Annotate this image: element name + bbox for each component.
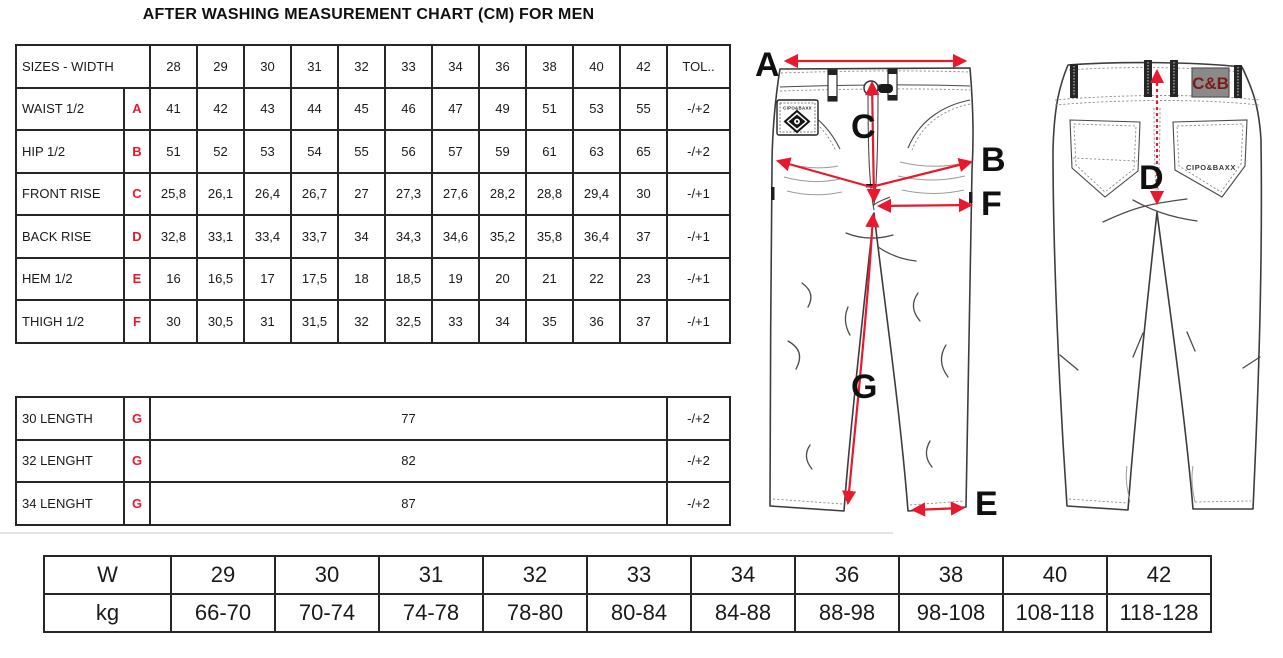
value-cell: 53	[244, 130, 291, 173]
value-cell: 16	[150, 258, 197, 301]
value-cell: 59	[479, 130, 526, 173]
weight-value-cell: 42	[1107, 556, 1211, 594]
main-table-row	[16, 215, 730, 258]
value-cell: 27	[338, 173, 385, 216]
value-cell: 56	[385, 130, 432, 173]
label-B: B	[981, 141, 1006, 179]
value-cell: 20	[479, 258, 526, 301]
page-title: AFTER WASHING MEASUREMENT CHART (CM) FOR MEN	[142, 6, 595, 23]
weight-value-cell: 78-80	[483, 594, 587, 632]
label-C: C	[851, 108, 876, 146]
value-cell: 52	[197, 130, 244, 173]
tolerance-cell: -/+2	[667, 130, 730, 173]
weight-value-cell: 36	[795, 556, 899, 594]
size-header: 30	[244, 45, 291, 88]
value-cell: 42	[197, 88, 244, 131]
value-cell: 16,5	[197, 258, 244, 301]
weight-value-cell: 70-74	[275, 594, 379, 632]
value-cell: 32,5	[385, 300, 432, 343]
row-label: THIGH 1/2	[16, 300, 124, 343]
weight-row-label: kg	[44, 594, 171, 632]
tolerance-cell: -/+2	[667, 482, 730, 525]
weight-value-cell: 118-128	[1107, 594, 1211, 632]
row-letter: F	[124, 300, 150, 343]
value-cell: 55	[338, 130, 385, 173]
value-cell: 26,1	[197, 173, 244, 216]
row-letter: A	[124, 88, 150, 131]
jeans-back-outline	[1053, 63, 1261, 510]
value-cell: 54	[291, 130, 338, 173]
weight-value-cell: 40	[1003, 556, 1107, 594]
main-table-row	[16, 173, 730, 216]
value-cell: 31,5	[291, 300, 338, 343]
weight-table-row	[44, 594, 1211, 632]
value-cell: 34	[338, 215, 385, 258]
row-label: WAIST 1/2	[16, 88, 124, 131]
value-cell: 27,3	[385, 173, 432, 216]
back-brand-patch	[1192, 68, 1229, 97]
value-cell: 33	[432, 300, 479, 343]
weight-value-cell: 108-118	[1003, 594, 1107, 632]
jeans-front-diagram	[750, 45, 1015, 540]
row-letter: G	[124, 440, 150, 483]
value-cell: 22	[573, 258, 620, 301]
value-cell: 21	[526, 258, 573, 301]
side-tick-right	[969, 192, 973, 203]
weight-value-cell: 80-84	[587, 594, 691, 632]
label-G: G	[851, 368, 878, 406]
measurement-table	[15, 44, 731, 344]
weight-table-row	[44, 556, 1211, 594]
value-cell: 32,8	[150, 215, 197, 258]
weight-value-cell: 30	[275, 556, 379, 594]
value-cell: 19	[432, 258, 479, 301]
row-label: 34 LENGHT	[16, 482, 124, 525]
tolerance-header: TOL..	[667, 45, 730, 88]
size-header: 36	[479, 45, 526, 88]
thigh-arrow-F	[879, 205, 971, 206]
row-letter: D	[124, 215, 150, 258]
value-cell: 51	[150, 130, 197, 173]
weight-value-cell: 66-70	[171, 594, 275, 632]
row-label: 32 LENGHT	[16, 440, 124, 483]
size-header: 42	[620, 45, 667, 88]
value-cell: 33,4	[244, 215, 291, 258]
label-F: F	[981, 185, 1002, 223]
length-table-row	[16, 440, 730, 483]
value-cell: 35,2	[479, 215, 526, 258]
jeans-back-diagram	[1045, 50, 1275, 538]
size-header: 31	[291, 45, 338, 88]
weight-value-cell: 33	[587, 556, 691, 594]
value-cell: 63	[573, 130, 620, 173]
size-header: 33	[385, 45, 432, 88]
weight-value-cell: 74-78	[379, 594, 483, 632]
value-cell: 49	[479, 88, 526, 131]
tolerance-cell: -/+1	[667, 215, 730, 258]
value-cell: 34	[479, 300, 526, 343]
tolerance-cell: -/+1	[667, 173, 730, 216]
value-cell: 32	[338, 300, 385, 343]
value-cell: 41	[150, 88, 197, 131]
label-D: D	[1139, 159, 1164, 197]
length-table	[15, 396, 731, 526]
value-cell: 51	[526, 88, 573, 131]
value-cell: 17	[244, 258, 291, 301]
row-letter: B	[124, 130, 150, 173]
length-table-row	[16, 482, 730, 525]
value-cell: 18,5	[385, 258, 432, 301]
value-cell: 25,8	[150, 173, 197, 216]
weight-value-cell: 34	[691, 556, 795, 594]
label-A: A	[755, 46, 780, 84]
value-cell: 23	[620, 258, 667, 301]
weight-value-cell: 31	[379, 556, 483, 594]
length-value-cell: 87	[150, 482, 667, 525]
value-cell: 61	[526, 130, 573, 173]
value-cell: 53	[573, 88, 620, 131]
value-cell: 26,4	[244, 173, 291, 216]
value-cell: 65	[620, 130, 667, 173]
weight-value-cell: 98-108	[899, 594, 1003, 632]
row-letter: G	[124, 397, 150, 440]
tolerance-cell: -/+2	[667, 440, 730, 483]
row-label: HIP 1/2	[16, 130, 124, 173]
sizes-width-header: SIZES - WIDTH	[16, 45, 150, 88]
value-cell: 36	[573, 300, 620, 343]
row-letter: G	[124, 482, 150, 525]
value-cell: 30,5	[197, 300, 244, 343]
weight-value-cell: 29	[171, 556, 275, 594]
row-letter: C	[124, 173, 150, 216]
back-pocket-text: CIPO&BAXX	[1186, 163, 1236, 172]
row-label: BACK RISE	[16, 215, 124, 258]
tolerance-cell: -/+1	[667, 300, 730, 343]
tolerance-cell: -/+2	[667, 88, 730, 131]
value-cell: 31	[244, 300, 291, 343]
main-table-row	[16, 258, 730, 301]
size-header: 28	[150, 45, 197, 88]
size-header: 32	[338, 45, 385, 88]
value-cell: 27,6	[432, 173, 479, 216]
back-patch-text: C&B	[1192, 74, 1229, 93]
value-cell: 18	[338, 258, 385, 301]
value-cell: 37	[620, 300, 667, 343]
length-value-cell: 77	[150, 397, 667, 440]
value-cell: 28,8	[526, 173, 573, 216]
weight-value-cell: 38	[899, 556, 1003, 594]
value-cell: 43	[244, 88, 291, 131]
weight-row-label: W	[44, 556, 171, 594]
tolerance-cell: -/+2	[667, 397, 730, 440]
main-table-header-row	[16, 45, 730, 88]
size-header: 40	[573, 45, 620, 88]
front-patch-text: CIPO&BAXX	[783, 105, 812, 111]
value-cell: 46	[385, 88, 432, 131]
size-header: 29	[197, 45, 244, 88]
main-table-row	[16, 88, 730, 131]
value-cell: 37	[620, 215, 667, 258]
value-cell: 33,7	[291, 215, 338, 258]
value-cell: 35	[526, 300, 573, 343]
row-label: 30 LENGTH	[16, 397, 124, 440]
value-cell: 26,7	[291, 173, 338, 216]
value-cell: 30	[150, 300, 197, 343]
value-cell: 35,8	[526, 215, 573, 258]
side-tick-left	[771, 187, 775, 200]
weight-value-cell: 88-98	[795, 594, 899, 632]
main-table-row	[16, 130, 730, 173]
tolerance-cell: -/+1	[667, 258, 730, 301]
value-cell: 55	[620, 88, 667, 131]
weight-value-cell: 84-88	[691, 594, 795, 632]
value-cell: 44	[291, 88, 338, 131]
value-cell: 30	[620, 173, 667, 216]
row-label: HEM 1/2	[16, 258, 124, 301]
front-brand-patch	[777, 100, 818, 135]
length-table-row	[16, 397, 730, 440]
label-E: E	[975, 485, 998, 523]
row-label: FRONT RISE	[16, 173, 124, 216]
value-cell: 47	[432, 88, 479, 131]
value-cell: 36,4	[573, 215, 620, 258]
size-header: 34	[432, 45, 479, 88]
row-letter: E	[124, 258, 150, 301]
value-cell: 17,5	[291, 258, 338, 301]
main-table-row	[16, 300, 730, 343]
weight-table	[43, 555, 1212, 633]
size-header: 38	[526, 45, 573, 88]
weight-value-cell: 32	[483, 556, 587, 594]
value-cell: 34,3	[385, 215, 432, 258]
value-cell: 45	[338, 88, 385, 131]
value-cell: 29,4	[573, 173, 620, 216]
value-cell: 33,1	[197, 215, 244, 258]
value-cell: 28,2	[479, 173, 526, 216]
length-value-cell: 82	[150, 440, 667, 483]
value-cell: 34,6	[432, 215, 479, 258]
value-cell: 57	[432, 130, 479, 173]
